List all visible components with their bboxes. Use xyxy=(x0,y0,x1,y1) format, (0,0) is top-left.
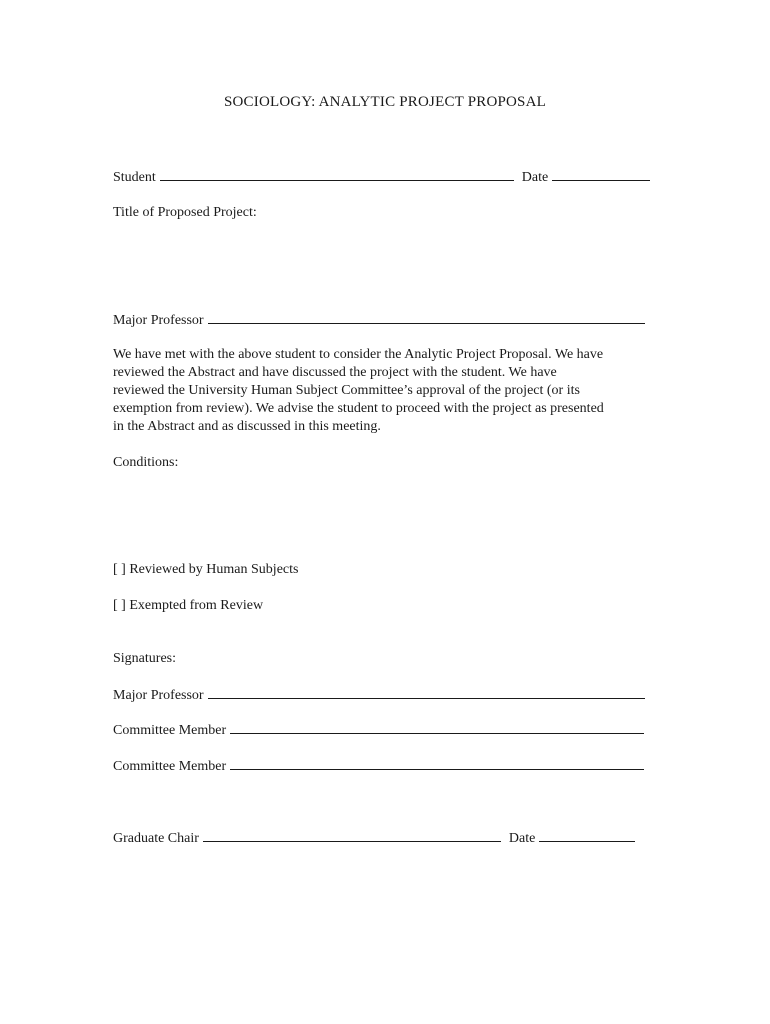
graduate-chair-row xyxy=(113,829,635,848)
statement-line: reviewed the Abstract and have discussed the project with the student. We have xyxy=(113,365,557,380)
student-label: Student xyxy=(113,170,156,185)
conditions-label: Conditions: xyxy=(113,455,179,470)
signatures-heading-row xyxy=(113,650,176,668)
document-title: SOCIOLOGY: ANALYTIC PROJECT PROPOSAL xyxy=(223,94,546,110)
signature-committee-member-2-row xyxy=(113,757,644,776)
graduate-chair-date-label: Date xyxy=(508,831,536,846)
signature-major-professor-label: Major Professor xyxy=(113,688,204,703)
statement-paragraph xyxy=(113,346,658,436)
student-row xyxy=(113,168,650,187)
project-title-row xyxy=(113,204,257,222)
statement-line: exemption from review). We advise the student to proceed with the project as presented xyxy=(113,401,604,416)
project-title-label: Title of Proposed Project: xyxy=(113,205,257,220)
major-professor-field[interactable] xyxy=(208,311,645,324)
graduate-chair-field[interactable] xyxy=(203,829,501,842)
reviewed-checkbox-label: [ ] Reviewed by Human Subjects xyxy=(113,562,299,577)
signature-major-professor-row xyxy=(113,686,645,705)
exempted-checkbox[interactable] xyxy=(113,597,263,615)
statement-line: in the Abstract and as discussed in this meeting. xyxy=(113,419,381,434)
date-label: Date xyxy=(521,170,549,185)
signature-committee-member-1-row xyxy=(113,721,644,740)
signature-major-professor-field[interactable] xyxy=(208,686,645,699)
graduate-chair-label: Graduate Chair xyxy=(113,831,199,846)
statement-line: We have met with the above student to consider the Analytic Project Proposal. We have xyxy=(113,347,604,362)
signature-committee-member-1-label: Committee Member xyxy=(113,723,227,738)
signature-committee-member-1-field[interactable] xyxy=(230,721,644,734)
exempted-checkbox-label: [ ] Exempted from Review xyxy=(113,598,264,613)
reviewed-checkbox[interactable] xyxy=(113,561,298,579)
graduate-chair-date-field[interactable] xyxy=(539,829,635,842)
signature-committee-member-2-field[interactable] xyxy=(230,757,644,770)
signature-committee-member-2-label: Committee Member xyxy=(113,759,227,774)
student-field[interactable] xyxy=(160,168,514,181)
conditions-row xyxy=(113,454,178,472)
date-field[interactable] xyxy=(552,168,650,181)
statement-line: reviewed the University Human Subject Committee’s approval of the project (or its xyxy=(113,383,580,398)
major-professor-label: Major Professor xyxy=(113,313,204,328)
major-professor-row xyxy=(113,311,645,330)
signatures-heading: Signatures: xyxy=(113,651,176,666)
